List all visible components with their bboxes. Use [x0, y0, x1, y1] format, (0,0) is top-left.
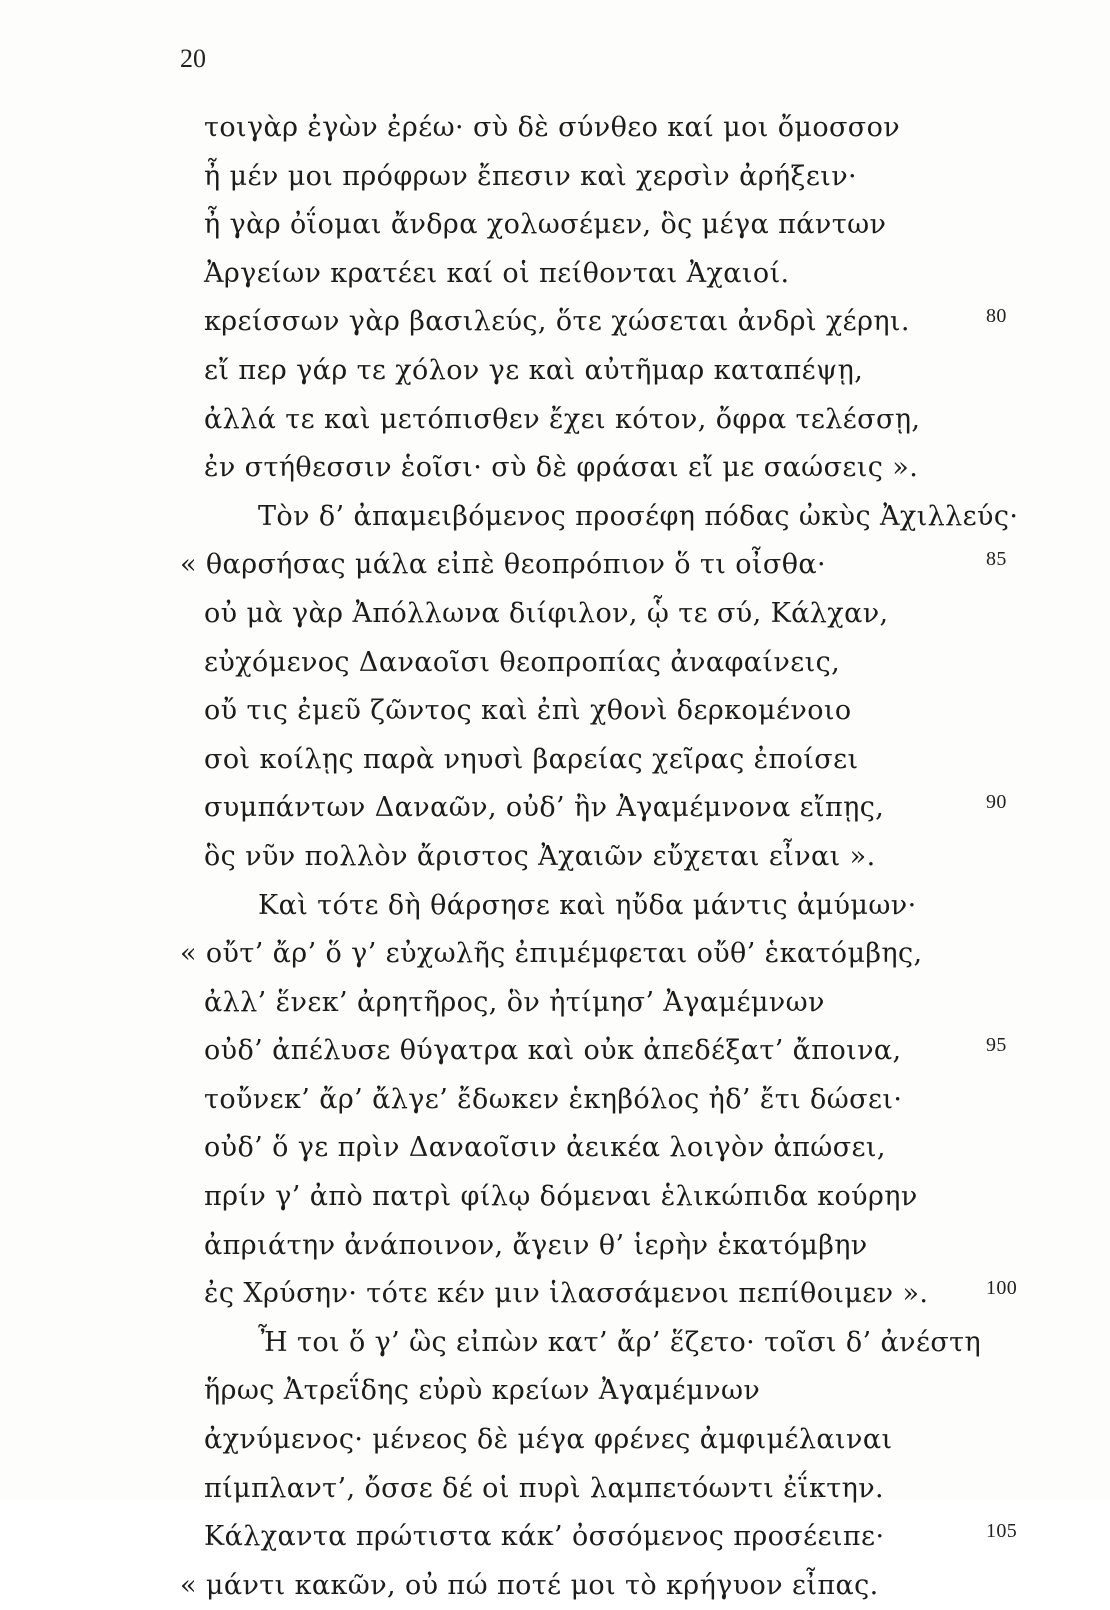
verse-text: ἐς Χρύσην· τότε κέν μιν ἱλασσάμενοι πεπίθοιμεν ».	[204, 1278, 929, 1310]
verse-text: τοὔνεκ’ ἄρ’ ἄλγε’ ἔδωκεν ἑκηβόλος ἠδ’ ἔτι δώσει·	[204, 1083, 903, 1115]
verse-text: ἦ μέν μοι πρόφρων ἔπεσιν καὶ χερσὶν ἀρήξειν·	[204, 160, 857, 192]
verse-line	[180, 444, 1050, 493]
verse-line	[180, 1124, 1050, 1173]
verse-text: ἀλλ’ ἕνεκ’ ἀρητῆρος, ὃν ἠτίμησ’ Ἀγαμέμνων	[204, 986, 825, 1018]
verse-text: εἴ περ γάρ τε χόλον γε καὶ αὐτῆμαρ καταπέψῃ,	[204, 354, 864, 386]
line-number: 105	[986, 1520, 1018, 1543]
verse-line	[180, 1027, 1050, 1076]
verse-text: Κάλχαντα πρώτιστα κάκ’ ὀσσόμενος προσέειπε·	[204, 1521, 885, 1553]
line-number: 80	[986, 305, 1007, 328]
verse-text: κρείσσων γὰρ βασιλεύς, ὅτε χώσεται ἀνδρὶ χέρηι.	[204, 306, 910, 338]
verse-text: εὐχόμενος Δαναοῖσι θεοπροπίας ἀναφαίνεις,	[204, 646, 841, 678]
verse-line	[180, 784, 1050, 833]
verse-line	[180, 833, 1050, 882]
verse-line	[180, 1367, 1050, 1416]
verse-text: οὐδ’ ἀπέλυσε θύγατρα καὶ οὐκ ἀπεδέξατ’ ἄποινα,	[204, 1035, 902, 1067]
verse-text: ἦ γὰρ ὀΐομαι ἄνδρα χολωσέμεν, ὃς μέγα πάντων	[204, 209, 887, 241]
verse-line	[180, 979, 1050, 1028]
verse-text: ἀπριάτην ἀνάποινον, ἄγειν θ’ ἱερὴν ἑκατόμβην	[204, 1229, 868, 1261]
verse-text: ἐν στήθεσσιν ἑοῖσι· σὺ δὲ φράσαι εἴ με σαώσεις ».	[204, 452, 919, 484]
verse-text: πίμπλαντ’, ὄσσε δέ οἱ πυρὶ λαμπετόωντι ἐΐκτην.	[204, 1472, 885, 1504]
verse-text: οὐ μὰ γὰρ Ἀπόλλωνα διίφιλον, ᾧ τε σύ, Κάλχαν,	[204, 597, 889, 629]
verse-text: ἀλλά τε καὶ μετόπισθεν ἔχει κότον, ὄφρα τελέσσῃ,	[204, 403, 921, 435]
verse-line	[180, 298, 1050, 347]
verse-line	[180, 1416, 1050, 1465]
verse-text: ἥρως Ἀτρεΐδης εὐρὺ κρείων Ἀγαμέμνων	[204, 1375, 761, 1407]
verse-text: οὔ τις ἐμεῦ ζῶντος καὶ ἐπὶ χθονὶ δερκομένοιο	[204, 695, 852, 727]
verse-text: ἀχνύμενος· μένεος δὲ μέγα φρένες ἀμφιμέλαιναι	[204, 1424, 893, 1456]
verse-line	[180, 1222, 1050, 1271]
verse-text: ὃς νῦν πολλὸν ἄριστος Ἀχαιῶν εὔχεται εἶναι ».	[204, 840, 876, 872]
verse-line	[180, 1270, 1050, 1319]
verse-text: οὐδ’ ὅ γε πρὶν Δαναοῖσιν ἀεικέα λοιγὸν ἀπώσει,	[204, 1132, 886, 1164]
verse-line	[180, 201, 1050, 250]
verse-line	[180, 736, 1050, 785]
verse-text: Καὶ τότε δὴ θάρσησε καὶ ηὔδα μάντις ἀμύμων·	[258, 889, 917, 921]
verse-text: Ἀργείων κρατέει καί οἱ πείθονται Ἀχαιοί.	[204, 257, 790, 289]
verse-line	[180, 1319, 1050, 1368]
line-number: 95	[986, 1034, 1007, 1057]
verse-text: « θαρσήσας μάλα εἰπὲ θεοπρόπιον ὅ τι οἶσθα·	[180, 549, 826, 581]
verse-text: τοιγὰρ ἐγὼν ἐρέω· σὺ δὲ σύνθεο καί μοι ὄμοσσον	[204, 112, 901, 143]
verse-line	[180, 590, 1050, 639]
line-number: 90	[986, 791, 1007, 814]
verse-line	[180, 930, 1050, 979]
verse-line	[180, 1465, 1050, 1514]
verse-line	[180, 1562, 1050, 1610]
verse-line	[180, 882, 1050, 931]
verse-line	[180, 104, 1050, 153]
verse-text: « οὔτ’ ἄρ’ ὅ γ’ εὐχωλῆς ἐπιμέμφεται οὔθ’ ἑκατόμβης,	[180, 938, 923, 970]
verse-text: πρίν γ’ ἀπὸ πατρὶ φίλῳ δόμεναι ἑλικώπιδα κούρην	[204, 1181, 918, 1213]
verse-line	[180, 1173, 1050, 1222]
verse-text: « μάντι κακῶν, οὐ πώ ποτέ μοι τὸ κρήγυον εἶπας.	[180, 1569, 879, 1601]
verse-line	[180, 1076, 1050, 1125]
verse-line	[180, 541, 1050, 590]
verse-text: Τὸν δ’ ἀπαμειβόμενος προσέφη πόδας ὠκὺς Ἀχιλλεύς·	[258, 500, 1019, 532]
verse-text: Ἦ τοι ὅ γ’ ὣς εἰπὼν κατ’ ἄρ’ ἕζετο· τοῖσι δ’ ἀνέστη	[258, 1326, 982, 1358]
verse-line	[180, 250, 1050, 299]
verse-line	[180, 396, 1050, 445]
verse-line	[180, 687, 1050, 736]
page-number: 20	[180, 44, 206, 73]
line-number: 100	[986, 1277, 1018, 1300]
verse-line	[180, 1513, 1050, 1562]
verse-text: συμπάντων Δαναῶν, οὐδ’ ἢν Ἀγαμέμνονα εἴπῃς,	[204, 792, 885, 824]
verse-line	[180, 347, 1050, 396]
verse-block	[180, 104, 1050, 1610]
verse-text: σοὶ κοίλῃς παρὰ νηυσὶ βαρείας χεῖρας ἐποίσει	[204, 743, 859, 775]
verse-line	[180, 493, 1050, 542]
verse-line	[180, 639, 1050, 688]
verse-line	[180, 153, 1050, 202]
line-number: 85	[986, 548, 1007, 571]
